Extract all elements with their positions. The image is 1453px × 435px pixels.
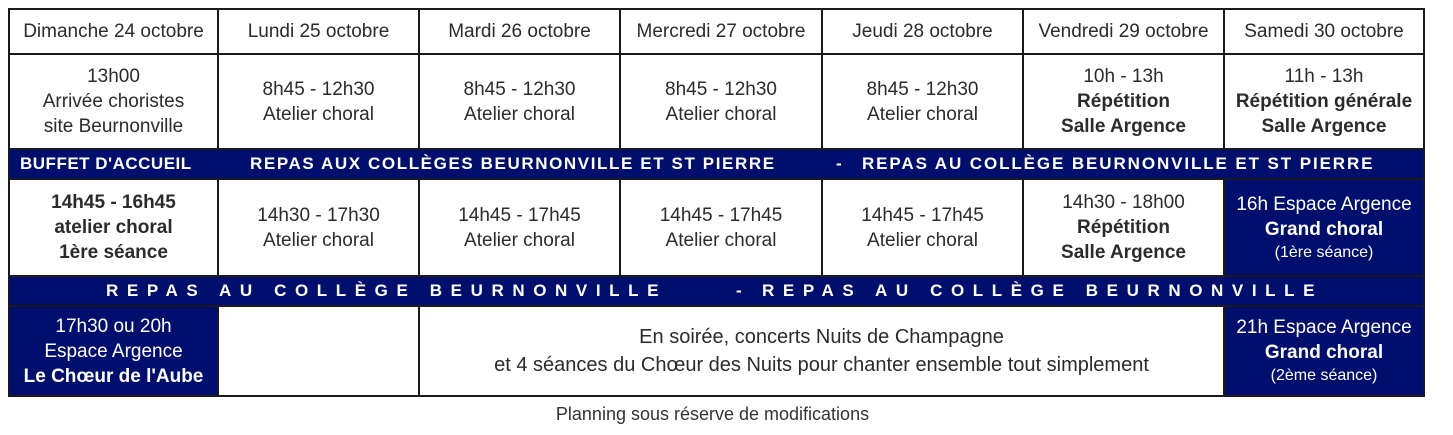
planning-footnote: Planning sous réserve de modifications	[555, 404, 870, 424]
afternoon-cell-tuesday: 14h45 - 17h45 Atelier choral	[420, 180, 619, 275]
afternoon-cell-wednesday: 14h45 - 17h45 Atelier choral	[621, 180, 821, 275]
lunch-band	[10, 150, 1423, 178]
day-header-sunday: Dimanche 24 octobre	[10, 10, 217, 53]
day-header-wednesday: Mercredi 27 octobre	[621, 10, 821, 53]
day-header-thursday: Jeudi 28 octobre	[823, 10, 1022, 53]
day-header-friday: Vendredi 29 octobre	[1024, 10, 1223, 53]
afternoon-cell-monday: 14h30 - 17h30 Atelier choral	[219, 180, 418, 275]
lunch-band-welcome: BUFFET D'ACCUEIL	[20, 154, 192, 173]
morning-cell-monday: 8h45 - 12h30 Atelier choral	[219, 55, 418, 148]
afternoon-cell-friday: 14h30 - 18h00 Répétition Salle Argence	[1024, 180, 1223, 275]
morning-cell-tuesday: 8h45 - 12h30 Atelier choral	[420, 55, 619, 148]
afternoon-cell-thursday: 14h45 - 17h45 Atelier choral	[823, 180, 1022, 275]
morning-cell-thursday: 8h45 - 12h30 Atelier choral	[823, 55, 1022, 148]
dinner-band	[10, 277, 1423, 305]
dinner-band-right: REPAS AU COLLÈGE BEURNONVILLE	[762, 281, 1324, 300]
afternoon-cell-saturday: 16h Espace Argence Grand choral (1ère séance)	[1225, 180, 1423, 275]
morning-cell-saturday: 11h - 13h Répétition générale Salle Argence	[1225, 55, 1423, 148]
evening-cell-saturday: 21h Espace Argence Grand choral (2ème séance)	[1225, 307, 1423, 395]
morning-cell-sunday: 13h00 Arrivée choristes site Beurnonville	[10, 55, 217, 148]
day-header-saturday: Samedi 30 octobre	[1225, 10, 1423, 53]
day-header-tuesday: Mardi 26 octobre	[420, 10, 619, 53]
evening-cell-monday-empty	[219, 307, 418, 395]
day-header-monday: Lundi 25 octobre	[219, 10, 418, 53]
morning-cell-wednesday: 8h45 - 12h30 Atelier choral	[621, 55, 821, 148]
morning-cell-friday: 10h - 13h Répétition Salle Argence	[1024, 55, 1223, 148]
dinner-band-left: REPAS AU COLLÈGE BEURNONVILLE	[106, 281, 668, 300]
evening-cell-sunday: 17h30 ou 20h Espace Argence Le Chœur de l'Aube	[10, 307, 217, 395]
schedule-table	[8, 8, 1425, 397]
evening-concerts-cell: En soirée, concerts Nuits de Champagne et 4 séances du Chœur des Nuits pour chanter ensemble tout simplement	[420, 307, 1223, 395]
lunch-band-college: REPAS AU COLLÈGE BEURNONVILLE ET ST PIERRE	[862, 154, 1375, 173]
lunch-band-separator: -	[836, 154, 842, 173]
afternoon-cell-sunday: 14h45 - 16h45 atelier choral 1ère séance	[10, 180, 217, 275]
dinner-band-separator: -	[736, 281, 742, 300]
lunch-band-colleges: REPAS AUX COLLÈGES BEURNONVILLE ET ST PIERRE	[250, 154, 776, 173]
